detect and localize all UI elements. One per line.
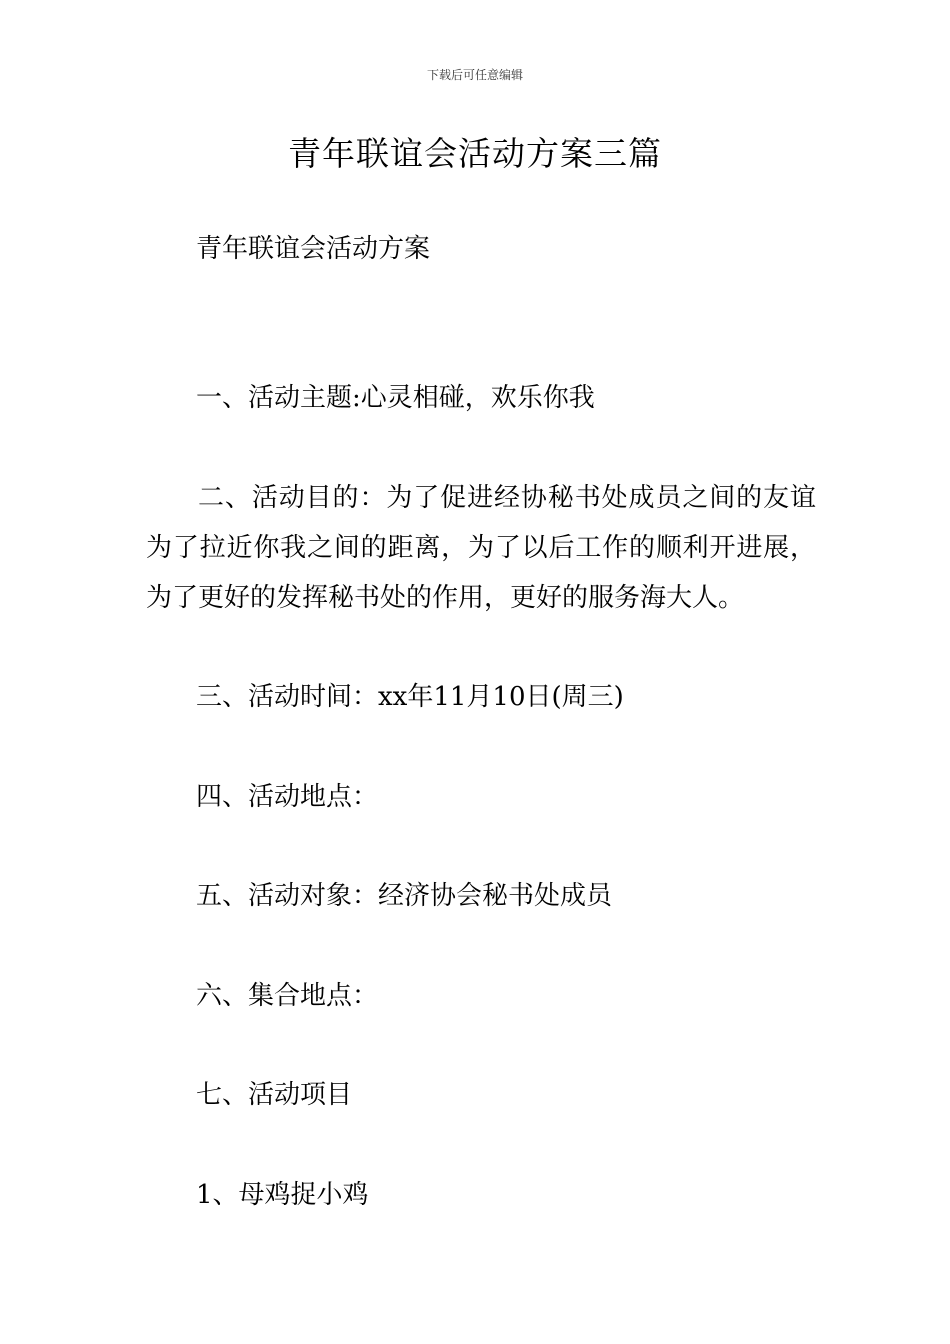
document-subtitle: 青年联谊会活动方案 [196, 234, 431, 264]
section-audience: 五、活动对象：经济协会秘书处成员 [196, 881, 613, 911]
section-purpose: 二、活动目的：为了促进经协秘书处成员之间的友谊为了拉近你我之间的距离，为了以后工作的顺利开进展，为了更好的发挥秘书处的作用，更好的服务海大人。 [146, 483, 816, 613]
section-gathering: 六、集合地点： [196, 981, 379, 1011]
section-time: 三、活动时间：xx年11月10日(周三) [196, 682, 624, 712]
header-note: 下载后可任意编辑 [426, 68, 523, 82]
section-place: 四、活动地点： [196, 782, 379, 812]
section-items-heading: 七、活动项目 [196, 1080, 353, 1110]
document-title: 青年联谊会活动方案三篇 [288, 134, 662, 173]
section-theme: 一、活动主题:心灵相碰，欢乐你我 [196, 383, 595, 413]
list-item: 1、母鸡捉小鸡 [196, 1180, 369, 1210]
